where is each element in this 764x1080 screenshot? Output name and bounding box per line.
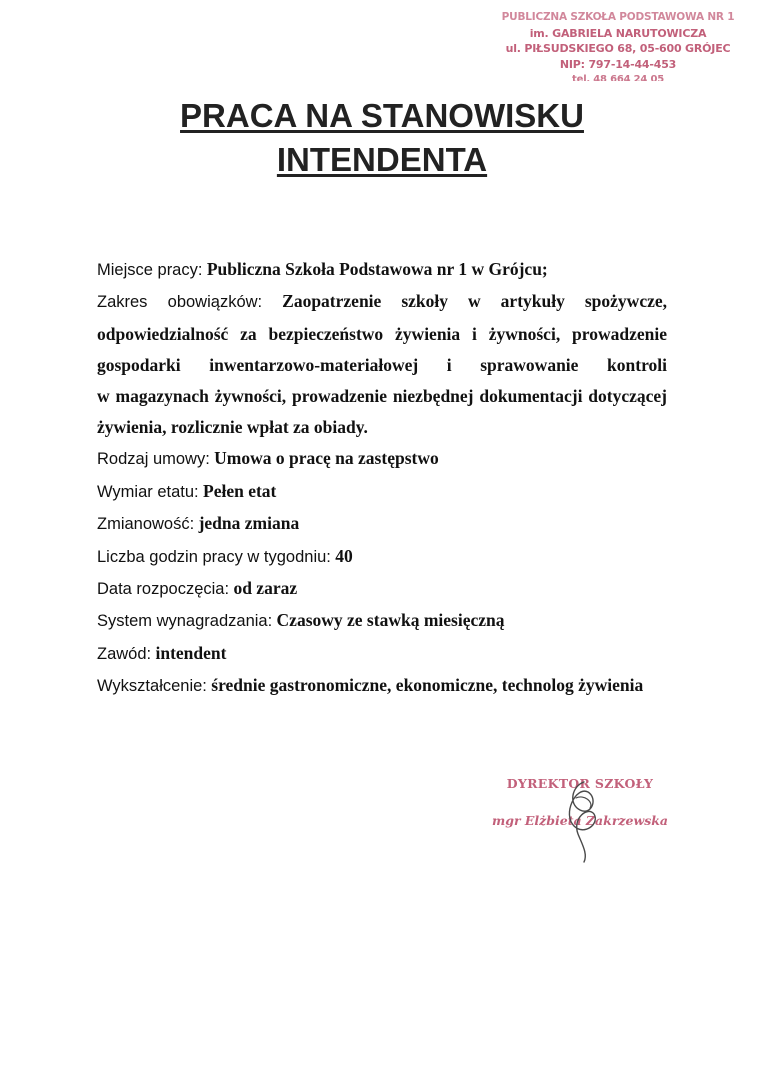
title-line-1: PRACA NA STANOWISKU xyxy=(180,97,584,134)
field-data xyxy=(97,573,667,605)
zakres-text-2: odpowiedzialność za bezpieczeństwo żywienia i żywności, prowadzenie xyxy=(97,323,667,344)
field-wyksztalcenie xyxy=(97,670,667,702)
zakres-text-4: w magazynach żywności, prowadzenie niezbędnej dokumentacji dotyczącej xyxy=(97,386,667,407)
field-label: Zakres obowiązków: xyxy=(97,293,263,312)
zakres-line-4 xyxy=(97,381,667,412)
stamp-address: ul. PIŁSUDSKIEGO 68, 05-600 GRÓJEC xyxy=(505,42,731,55)
title-line-2: INTENDENTA xyxy=(276,141,488,178)
field-zawod xyxy=(97,638,667,670)
field-label: Data rozpoczęcia: xyxy=(97,580,230,599)
field-value: jedna zmiana xyxy=(198,513,300,534)
field-miejsce xyxy=(97,254,667,286)
page-title xyxy=(0,94,764,182)
field-godziny xyxy=(97,541,667,573)
field-label: Zmianowość: xyxy=(97,515,195,534)
zakres-line-2 xyxy=(97,319,667,350)
zakres-line-5 xyxy=(97,412,667,443)
zakres-line-3 xyxy=(97,350,667,381)
zakres-text-3: gospodarki inwentarzowo-materiałowej i sprawowanie kontroli xyxy=(97,354,667,375)
zakres-text-5: żywienia, rozlicznie wpłat za obiady. xyxy=(97,417,368,438)
job-details xyxy=(97,254,667,703)
field-value: Czasowy ze stawką miesięczną xyxy=(276,610,505,631)
field-label: Zawód: xyxy=(97,644,152,663)
signature-name: mgr Elżbieta Zakrzewska xyxy=(491,813,669,828)
field-label: Wykształcenie: xyxy=(97,677,207,696)
signature-title: DYREKTOR SZKOŁY xyxy=(506,776,654,791)
field-label: Rodzaj umowy: xyxy=(97,450,210,469)
field-label: Wymiar etatu: xyxy=(97,482,199,501)
stamp-phone: tel. 48 664 24 05 xyxy=(572,74,664,81)
field-value: Pełen etat xyxy=(203,480,277,501)
field-label: System wynagradzania: xyxy=(97,612,273,631)
zakres-line-1 xyxy=(97,286,667,318)
field-label: Liczba godzin pracy w tygodniu: xyxy=(97,547,331,566)
school-stamp xyxy=(488,10,748,81)
zakres-text-1: Zaopatrzenie szkoły w artykuły spożywcze, xyxy=(282,291,667,312)
stamp-school-name: PUBLICZNA SZKOŁA PODSTAWOWA NR 1 xyxy=(501,11,735,23)
stamp-patron: im. GABRIELA NARUTOWICZA xyxy=(529,26,707,40)
field-system xyxy=(97,605,667,637)
field-zmianowosc xyxy=(97,508,667,540)
field-value: średnie gastronomiczne, ekonomiczne, technolog żywienia xyxy=(211,675,644,696)
field-umowa xyxy=(97,443,667,475)
field-value: Umowa o pracę na zastępstwo xyxy=(214,448,439,469)
field-value: intendent xyxy=(155,642,227,663)
field-value: 40 xyxy=(335,545,353,566)
handwritten-signature-icon xyxy=(554,774,614,864)
field-label: Miejsce pracy: xyxy=(97,261,203,279)
field-value: Publiczna Szkoła Podstawowa nr 1 w Grójcu; xyxy=(206,259,548,279)
stamp-nip: NIP: 797-14-44-453 xyxy=(559,57,677,71)
signature-stamp xyxy=(490,776,670,828)
field-zakres xyxy=(97,286,667,443)
field-etat xyxy=(97,476,667,508)
field-value: od zaraz xyxy=(233,578,298,599)
